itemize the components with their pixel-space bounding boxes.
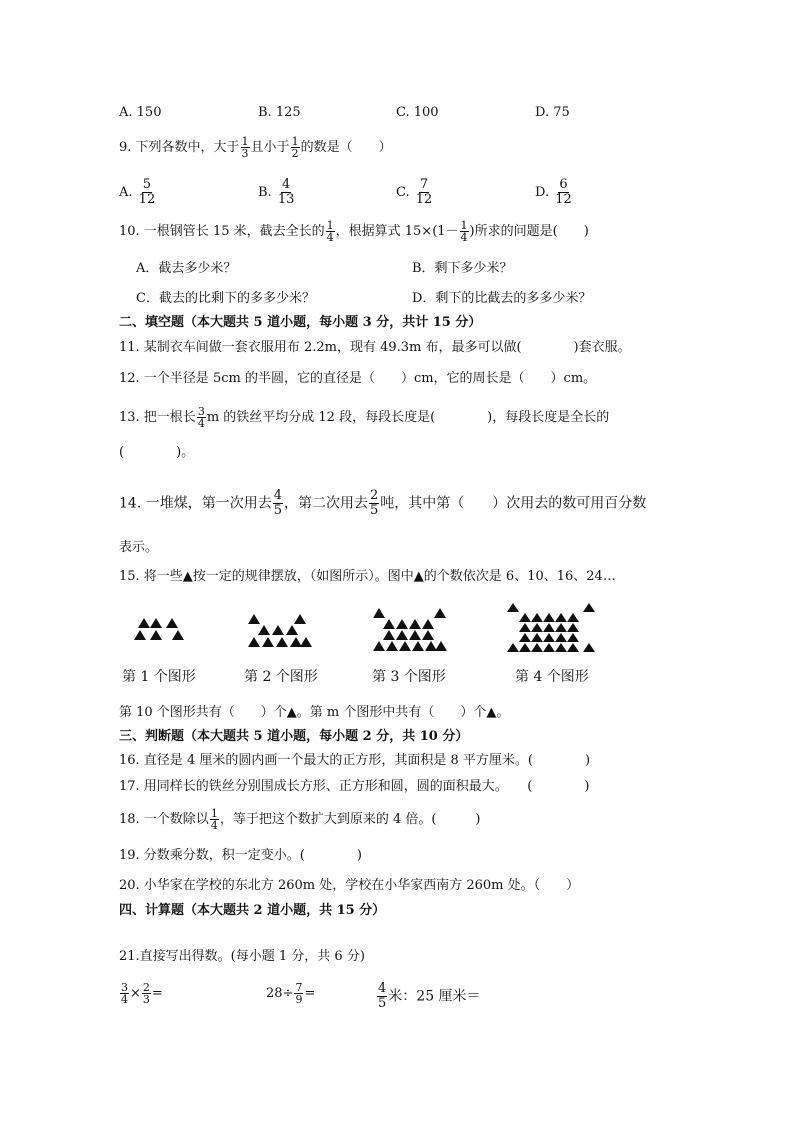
triangle [150, 618, 162, 628]
triangle [386, 641, 398, 651]
triangle [383, 630, 395, 640]
q8-option-d: D. 75 [535, 105, 570, 120]
q10-fraction-1: $\frac{1}{4}$ [326, 219, 334, 244]
triangle [531, 643, 543, 652]
triangle [543, 643, 555, 652]
q9-option-b: B. $\frac{4}{13}$ [258, 177, 295, 207]
figure-1-caption: 第 1 个图形 [122, 669, 196, 685]
triangle [567, 643, 579, 652]
triangle [531, 613, 543, 622]
triangle [286, 625, 298, 635]
q21-title: 21.直接写出得数。(每小题 1 分，共 6 分) [119, 949, 365, 964]
triangle [383, 619, 395, 629]
figure-2 [248, 614, 312, 650]
q19: 19. 分数乘分数，积一定变小。( ) [119, 848, 362, 863]
q15-stem: 15. 将一些▲按一定的规律摆放，（如图所示）。图中▲的个数依次是 6、10、16、24… [119, 569, 616, 584]
q13-fraction: $\frac{3}{4}$ [197, 405, 205, 430]
q21-expression-2: 28÷ $\frac{7}{9}$ = [266, 981, 316, 1006]
q9-stem-post: 的数是（ ） [300, 140, 392, 155]
triangle [138, 618, 150, 628]
q9-fraction-2: $\frac{1}{2}$ [291, 135, 299, 160]
triangle [555, 633, 567, 642]
triangle [276, 637, 288, 647]
q9-fraction-1: $\frac{1}{3}$ [241, 135, 249, 160]
triangle [507, 603, 519, 612]
triangle [583, 603, 595, 612]
q17: 17. 用同样长的铁丝分别围成长方形、正方形和圆，圆的面积最大。 ( ) [119, 779, 590, 794]
triangle [434, 608, 446, 618]
q8-option-c: C. 100 [396, 105, 439, 120]
q10-option-a: A．截去多少米？ [136, 261, 237, 276]
triangle [422, 619, 434, 629]
triangle [262, 637, 274, 647]
triangle [583, 643, 595, 652]
q18-stem: 18. 一个数除以 $\frac{1}{4}$ ，等于把这个数扩大到原来的 4 倍。( ) [119, 807, 481, 832]
q13-stem: 13. 把一根长 $\frac{3}{4}$ m 的铁丝平均分成 12 段，每段长度是( )，每段长度是全长的 [119, 405, 610, 430]
triangle [300, 637, 312, 647]
triangle [567, 613, 579, 622]
triangle [373, 608, 385, 618]
triangle [422, 630, 434, 640]
triangle [531, 623, 543, 632]
triangle [435, 641, 447, 651]
triangle [373, 641, 385, 651]
triangle [399, 641, 411, 651]
q21-expression-1: $\frac{3}{4}$ × $\frac{2}{3}$ = [121, 981, 163, 1006]
section-4-heading: 四、计算题（本大题共 2 道小题，共 15 分） [119, 903, 386, 918]
q9-stem-pre: 9. 下列各数中，大于 [119, 140, 240, 155]
triangle [555, 613, 567, 622]
q8-option-b: B. 125 [258, 105, 301, 120]
triangle [519, 643, 531, 652]
triangle [172, 630, 184, 640]
triangle [294, 614, 306, 624]
q13-continuation: ( )。 [119, 445, 195, 460]
q9-stem-mid: 且小于 [250, 140, 290, 155]
triangle [412, 641, 424, 651]
q10-option-d: D．剩下的比截去的多多少米？ [412, 291, 592, 306]
triangle [555, 623, 567, 632]
q20: 20. 小华家在学校的东北方 260m 处，学校在小华家西南方 260m 处。（ ） [119, 878, 580, 893]
triangle [396, 630, 408, 640]
triangle [543, 633, 555, 642]
triangle [248, 614, 260, 624]
q14-continuation: 表示。 [119, 540, 159, 555]
triangle [567, 623, 579, 632]
triangle [134, 630, 146, 640]
triangle [519, 633, 531, 642]
q9-stem [119, 136, 392, 159]
q12: 12. 一个半径是 5cm 的半圆，它的直径是（ ）cm，它的周长是（ ）cm。 [119, 371, 597, 386]
triangle [272, 625, 284, 635]
triangle [396, 619, 408, 629]
figure-4-caption: 第 4 个图形 [515, 669, 589, 685]
section-3-heading: 三、判断题（本大题共 5 道小题，每小题 2 分，共 10 分） [119, 729, 469, 744]
triangle [507, 643, 519, 652]
triangle [555, 643, 567, 652]
figure-4 [506, 603, 596, 653]
triangle [425, 641, 437, 651]
q11: 11. 某制衣车间做一套衣服用布 2.2m，现有 49.3m 布，最多可以做( )套衣服。 [119, 340, 631, 355]
triangle [258, 625, 270, 635]
triangle [543, 613, 555, 622]
q10-fraction-2: $\frac{1}{4}$ [460, 219, 468, 244]
q14-stem: 14. 一堆煤，第一次用去 $\frac{4}{5}$ ，第二次用去 $\frac{2}{5}$ 吨，其中第（ ）次用去的数可用百分数 [119, 488, 647, 518]
q14-fraction-1: $\frac{4}{5}$ [273, 488, 282, 518]
q8-option-a: A. 150 [119, 105, 162, 120]
triangle [409, 630, 421, 640]
q9-option-a: A. $\frac{5}{12}$ [119, 177, 156, 207]
q16: 16. 直径是 4 厘米的圆内画一个最大的正方形，其面积是 8 平方厘米。( ) [119, 753, 591, 768]
triangle [519, 613, 531, 622]
figure-3-caption: 第 3 个图形 [372, 669, 446, 685]
figure-1-triangles [134, 618, 184, 640]
triangle [290, 637, 302, 647]
section-2-heading: 二、填空题（本大题共 5 道小题，每小题 3 分，共计 15 分） [119, 315, 482, 330]
figure-3 [372, 608, 448, 652]
triangle [519, 623, 531, 632]
q9-option-d: D. $\frac{6}{12}$ [535, 177, 572, 207]
q18-fraction: $\frac{1}{4}$ [210, 807, 218, 832]
q14-fraction-2: $\frac{2}{5}$ [370, 488, 379, 518]
q9-option-c: C. $\frac{7}{12}$ [396, 177, 433, 207]
q10-option-b: B．剩下多少米？ [412, 261, 513, 276]
triangle [248, 637, 260, 647]
figure-2-caption: 第 2 个图形 [244, 669, 318, 685]
q10-stem: 10. 一根钢管长 15 米，截去全长的 $\frac{1}{4}$ ，根据算式 15×(1－ $\frac{1}{4}$ )所求的问题是( ) [119, 219, 589, 244]
triangle [531, 633, 543, 642]
triangle [166, 618, 178, 628]
triangle [543, 623, 555, 632]
q15-followup: 第 10 个图形共有（ ）个▲。第 m 个图形中共有（ ）个▲。 [119, 705, 510, 720]
q21-expression-3: $\frac{4}{5}$ 米：25 厘米＝ [378, 981, 481, 1011]
triangle [567, 633, 579, 642]
triangle [409, 619, 421, 629]
triangle [150, 630, 162, 640]
figure-1 [134, 618, 194, 650]
q10-option-c: C．截去的比剩下的多多少米？ [136, 291, 315, 306]
